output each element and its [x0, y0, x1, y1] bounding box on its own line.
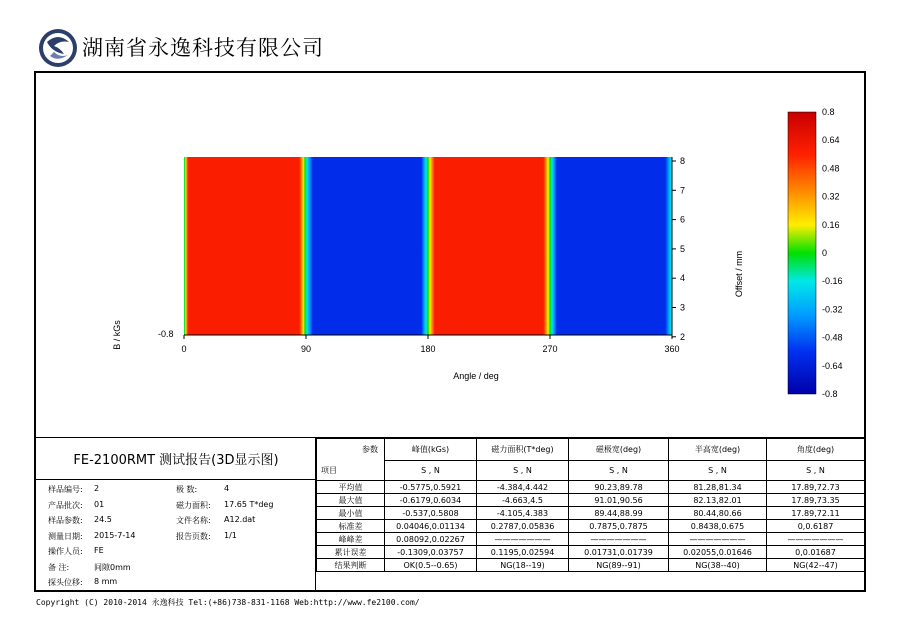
table-cell: -0.1309,0.03757	[385, 546, 477, 559]
colorbar-tick-label: -0.32	[822, 304, 843, 315]
offset-axis-ticks	[672, 156, 685, 342]
info-label: 操作人员:	[48, 547, 83, 556]
sn-header: S , N	[569, 461, 669, 481]
table-cell: 91.01,90.56	[569, 494, 669, 507]
column-header: 磁力面积(T*deg)	[477, 439, 569, 461]
colorbar-tick-label: 0.16	[822, 219, 840, 230]
info-label: 报告页数:	[176, 531, 211, 541]
sn-header: S , N	[767, 461, 865, 481]
heatmap-chart	[34, 71, 866, 438]
table-cell: ———————	[477, 533, 569, 546]
row-label: 结果判断	[317, 559, 385, 572]
table-row	[317, 520, 865, 533]
info-label: 样品参数:	[48, 516, 83, 525]
row-label: 累计误差	[317, 546, 385, 559]
colorbar-tick-label: 0.64	[822, 135, 840, 146]
y-axis-label: B / kGs	[112, 320, 122, 350]
x-tick-label: 0	[181, 344, 187, 354]
colorbar-tick-label: 0.48	[822, 163, 840, 174]
x-tick-label: 360	[664, 344, 680, 354]
row-label: 最小值	[317, 507, 385, 520]
colorbar-tick-label: -0.8	[822, 389, 838, 399]
table-cell: 81.28,81.34	[669, 481, 767, 494]
info-value: 17.65 T*deg	[224, 499, 274, 509]
x-axis-label: Angle / deg	[453, 371, 499, 381]
info-value: 01	[94, 499, 105, 509]
table-cell: -4.105,4.383	[477, 507, 569, 520]
report-info-panel	[36, 438, 316, 590]
info-label: 磁力面积:	[176, 500, 211, 510]
info-label: 文件名称:	[176, 516, 211, 525]
table-row	[317, 481, 865, 494]
info-label: 样品编号:	[48, 485, 83, 494]
offset-tick-label: 4	[680, 273, 686, 284]
item-header: 项目	[317, 461, 385, 481]
offset-tick-label: 8	[680, 156, 686, 166]
sn-header: S , N	[385, 461, 477, 481]
table-cell: -4.384,4.442	[477, 481, 569, 494]
table-cell: 17.89,72.11	[767, 507, 865, 520]
colorbar-tick-label: 0.32	[822, 191, 840, 202]
info-label: 备 注:	[48, 562, 70, 572]
x-tick-label: 270	[542, 344, 558, 354]
table-row	[317, 546, 865, 559]
info-value: FE	[94, 546, 104, 555]
table-cell: 89.44,88.99	[569, 507, 669, 520]
heatmap-area	[184, 157, 672, 335]
colorbar-tick-label: 0	[822, 248, 828, 258]
info-value: 4	[224, 484, 230, 493]
table-cell: NG(42--47)	[767, 559, 865, 572]
x-axis-ticks	[181, 335, 679, 354]
table-cell: -0.5775,0.5921	[385, 481, 477, 494]
table-cell: 0.01731,0.01739	[569, 546, 669, 559]
table-cell: 80.44,80.66	[669, 507, 767, 520]
column-header: 半高宽(deg)	[669, 439, 767, 461]
offset-tick-label: 6	[680, 214, 686, 225]
x-tick-label: 180	[420, 344, 436, 354]
table-cell: 0.04046,0.01134	[385, 520, 477, 533]
table-cell: 0,0.01687	[767, 546, 865, 559]
info-label: 极 数:	[176, 485, 198, 494]
table-cell: -0.6179,0.6034	[385, 494, 477, 507]
row-label: 峰峰差	[317, 533, 385, 546]
table-cell: NG(38--40)	[669, 559, 767, 572]
report-title: FE-2100RMT 测试报告(3D显示图)	[36, 438, 316, 480]
row-label: 标准差	[317, 520, 385, 533]
info-value: 1/1	[224, 530, 237, 540]
table-cell: 0.2787,0.05836	[477, 520, 569, 533]
table-cell: -0.537,0.5808	[385, 507, 477, 520]
sn-header: S , N	[477, 461, 569, 481]
left-tick-label: -0.8	[158, 329, 174, 339]
offset-tick-label: 3	[680, 302, 686, 313]
info-value: 2	[94, 484, 100, 493]
colorbar-tick-label: -0.64	[822, 360, 843, 371]
table-row	[317, 494, 865, 507]
info-label: 测量日期:	[48, 531, 83, 541]
colorbar	[788, 112, 816, 394]
table-cell: NG(89--91)	[569, 559, 669, 572]
company-logo-icon	[38, 28, 78, 68]
row-label: 最大值	[317, 494, 385, 507]
column-header: 角度(deg)	[767, 439, 865, 461]
info-label: 探头位移:	[48, 578, 83, 587]
param-header: 参数	[317, 439, 385, 461]
info-value: A12.dat	[224, 515, 256, 524]
copyright-footer: Copyright (C) 2010-2014 永逸科技 Tel:(+86)738-831-1168 Web:http://www.fe2100.com/	[36, 598, 420, 607]
colorbar-tick-label: 0.8	[822, 107, 835, 117]
colorbar-ticks	[822, 107, 843, 399]
table-row	[317, 559, 865, 572]
table-cell: ———————	[569, 533, 669, 546]
results-table	[316, 438, 865, 572]
offset-axis-label: Offset / mm	[734, 250, 744, 298]
info-value: 2015-7-14	[94, 530, 136, 540]
table-row	[317, 533, 865, 546]
table-cell: 0.1195,0.02594	[477, 546, 569, 559]
table-cell: 0.7875,0.7875	[569, 520, 669, 533]
table-cell: 17.89,73.35	[767, 494, 865, 507]
row-label: 平均值	[317, 481, 385, 494]
table-cell: 17.89,72.73	[767, 481, 865, 494]
table-cell: 0.02055,0.01646	[669, 546, 767, 559]
table-cell: ———————	[767, 533, 865, 546]
info-label: 产品批次:	[48, 500, 83, 510]
colorbar-tick-label: -0.48	[822, 332, 843, 343]
column-header: 磁极宽(deg)	[569, 439, 669, 461]
offset-tick-label: 5	[680, 243, 686, 254]
info-value: 间隙0mm	[94, 562, 131, 572]
info-value: 24.5	[94, 515, 112, 524]
table-cell: OK(0.5--0.65)	[385, 559, 477, 572]
offset-tick-label: 2	[680, 331, 686, 342]
table-cell: ———————	[669, 533, 767, 546]
table-cell: -4.663,4.5	[477, 494, 569, 507]
table-cell: 82.13,82.01	[669, 494, 767, 507]
table-cell: 90.23,89.78	[569, 481, 669, 494]
sn-header: S , N	[669, 461, 767, 481]
column-header: 峰值(kGs)	[385, 439, 477, 461]
x-tick-label: 90	[300, 344, 312, 354]
company-name: 湖南省永逸科技有限公司	[82, 36, 324, 60]
info-value: 8 mm	[94, 577, 118, 586]
table-cell: NG(18--19)	[477, 559, 569, 572]
table-cell: 0.08092,0.02267	[385, 533, 477, 546]
table-row	[317, 507, 865, 520]
colorbar-tick-label: -0.16	[822, 276, 843, 287]
table-cell: 0,0.6187	[767, 520, 865, 533]
table-cell: 0.8438,0.675	[669, 520, 767, 533]
offset-tick-label: 7	[680, 185, 686, 196]
